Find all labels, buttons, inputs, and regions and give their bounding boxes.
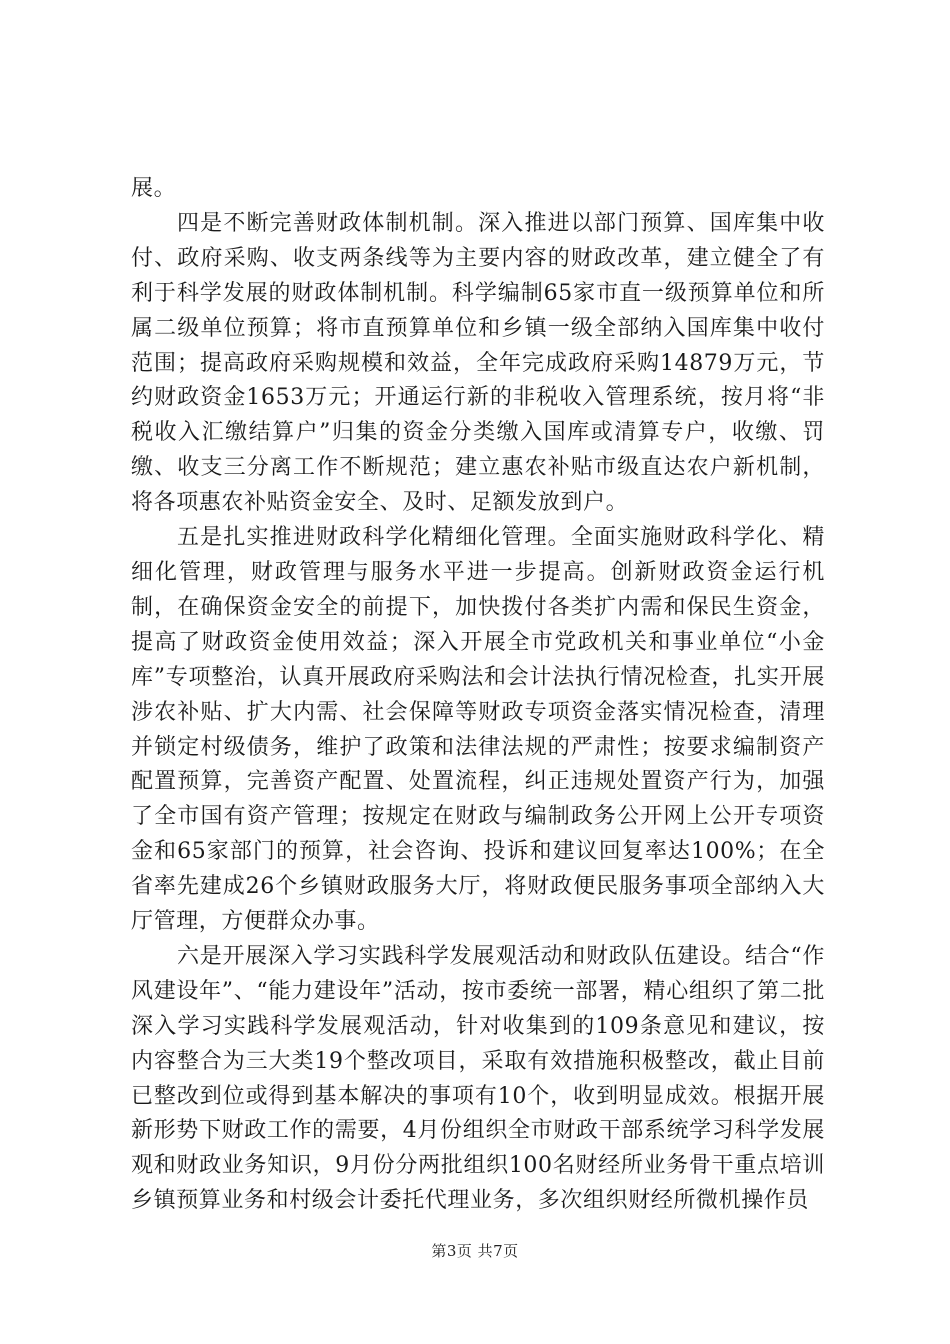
paragraph-continuation: 展。	[131, 176, 177, 201]
paragraph-fiscal-system-reform: 四是不断完善财政体制机制。深入推进以部门预算、国库集中收付、政府采购、收支两条线等为主要内容的财政改革，建立健全了有利于科学发展的财政体制机制。科学编制65家市直一级预算单位和所属二级单位预算；将市直预算单位和乡镇一级全部纳入国库集中收付范围；提高政府采购规模和效益，全年完成政府采购14879万元，节约财政资金1653万元；开通运行新的非税收入管理系统，按月将“非税收入汇缴结算户”归集的资金分类缴入国库或清算专户，收缴、罚缴、收支三分离工作不断规范；建立惠农补贴市级直达农户新机制，将各项惠农补贴资金安全、及时、足额发放到户。	[131, 210, 825, 516]
paragraph-fiscal-management: 五是扎实推进财政科学化精细化管理。全面实施财政科学化、精细化管理，财政管理与服务水平进一步提高。创新财政资金运行机制，在确保资金安全的前提下，加快拨付各类扩内需和保民生资金，提高了财政资金使用效益；深入开展全市党政机关和事业单位“小金库”专项整治，认真开展政府采购法和会计法执行情况检查，扎实开展涉农补贴、扩大内需、社会保障等财政专项资金落实情况检查，清理并锁定村级债务，维护了政策和法律法规的严肃性；按要求编制资产配置预算，完善资产配置、处置流程，纠正违规处置资产行为，加强了全市国有资产管理；按规定在财政与编制政务公开网上公开专项资金和65家部门的预算，社会咨询、投诉和建议回复率达100%；在全省率先建成26个乡镇财政服务大厅，将财政便民服务事项全部纳入大厅管理，方便群众办事。	[131, 525, 825, 935]
document-body	[131, 172, 825, 1219]
paragraph-study-practice: 六是开展深入学习实践科学发展观活动和财政队伍建设。结合“作风建设年”、“能力建设年”活动，按市委统一部署，精心组织了第二批深入学习实践科学发展观活动，针对收集到的109条意见和建议，按内容整合为三大类19个整改项目，采取有效措施积极整改，截止目前已整改到位或得到基本解决的事项有10个，收到明显成效。根据开展新形势下财政工作的需要，4月份组织全市财政干部系统学习科学发展观和财政业务知识，9月份分两批组织100名财经所业务骨干重点培训乡镇预算业务和村级会计委托代理业务，多次组织财经所微机操作员	[131, 943, 825, 1214]
page-number-footer: 第3页 共7页	[431, 1242, 519, 1260]
